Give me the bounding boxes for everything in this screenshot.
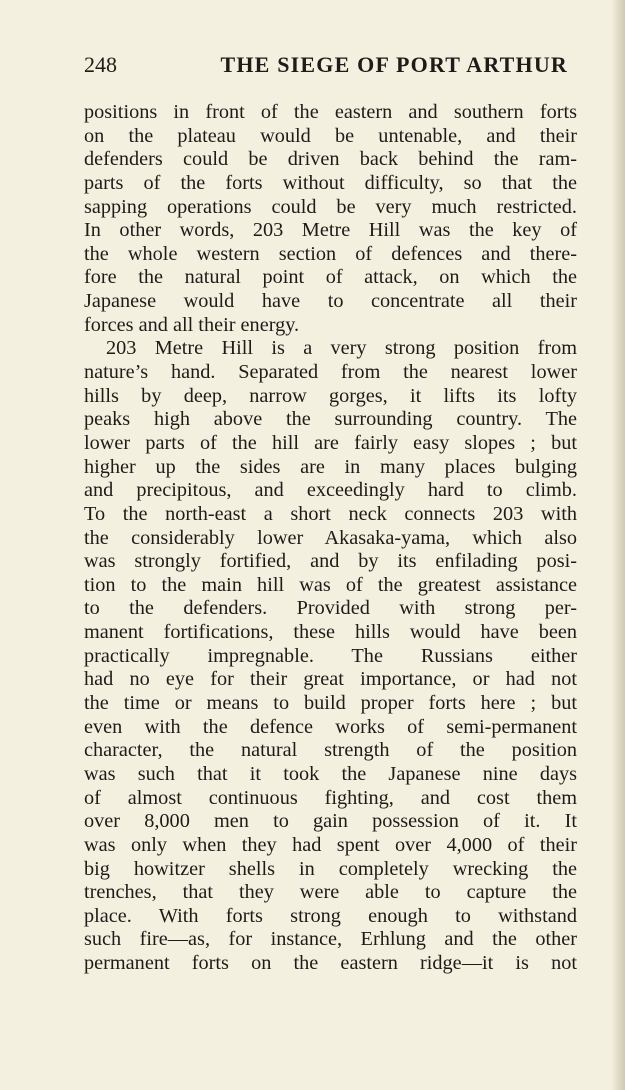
paragraph: [84, 337, 577, 975]
text-line: In other words, 203 Metre Hill was the key of: [84, 219, 577, 242]
running-title: THE SIEGE OF PORT ARTHUR: [220, 52, 568, 77]
page-gutter-shadow: [611, 0, 625, 1090]
text-line: fore the natural point of attack, on which the: [84, 266, 577, 289]
page-number: 248: [84, 52, 117, 77]
text-line: Japanese would have to concentrate all their: [84, 290, 577, 313]
text-line: the whole western section of defences and there-: [84, 242, 577, 265]
body-text: [84, 101, 577, 976]
text-line: peaks high above the surrounding country. The: [84, 408, 577, 431]
text-line: tion to the main hill was of the greatest assistance: [84, 573, 577, 596]
text-line: even with the defence works of semi-permanent: [84, 715, 577, 738]
text-line: over 8,000 men to gain possession of it. It: [84, 810, 577, 833]
running-header: [84, 52, 568, 82]
text-line: of almost continuous fighting, and cost them: [84, 786, 577, 809]
paragraph: [84, 101, 577, 337]
text-line: 203 Metre Hill is a very strong position from: [106, 337, 577, 360]
text-line: manent fortifications, these hills would have been: [84, 621, 577, 644]
text-line: positions in front of the eastern and southern forts: [84, 101, 577, 123]
text-line: and precipitous, and exceedingly hard to climb.: [84, 479, 577, 502]
text-line: lower parts of the hill are fairly easy slopes ; but: [84, 431, 577, 454]
text-line: the considerably lower Akasaka-yama, which also: [84, 526, 577, 549]
text-line: hills by deep, narrow gorges, it lifts its lofty: [84, 384, 577, 407]
text-line: sapping operations could be very much restricted.: [84, 195, 577, 218]
text-line: parts of the forts without difficulty, so that the: [84, 171, 577, 194]
text-line: defenders could be driven back behind the ram-: [84, 148, 577, 171]
text-line: was only when they had spent over 4,000 of their: [84, 833, 577, 856]
text-line: the time or means to build proper forts here ; but: [84, 692, 577, 715]
text-line: forces and all their energy.: [84, 313, 300, 336]
text-line: practically impregnable. The Russians either: [84, 644, 577, 667]
text-line: place. With forts strong enough to withstand: [84, 904, 577, 927]
text-line: permanent forts on the eastern ridge—it is not: [84, 952, 577, 975]
text-line: trenches, that they were able to capture the: [84, 881, 577, 904]
text-line: had no eye for their great importance, or had not: [84, 668, 577, 691]
text-line: was strongly fortified, and by its enfilading posi-: [84, 550, 577, 573]
text-line: such fire—as, for instance, Erhlung and the other: [84, 928, 577, 951]
text-line: to the defenders. Provided with strong per-: [84, 597, 577, 620]
text-line: nature’s hand. Separated from the nearest lower: [84, 361, 577, 384]
text-line: big howitzer shells in completely wrecking the: [84, 857, 577, 880]
text-line: on the plateau would be untenable, and their: [84, 124, 577, 147]
text-line: To the north-east a short neck connects 203 with: [84, 502, 577, 525]
text-line: was such that it took the Japanese nine days: [84, 762, 577, 785]
text-line: higher up the sides are in many places bulging: [84, 455, 577, 478]
text-line: character, the natural strength of the position: [84, 739, 577, 762]
